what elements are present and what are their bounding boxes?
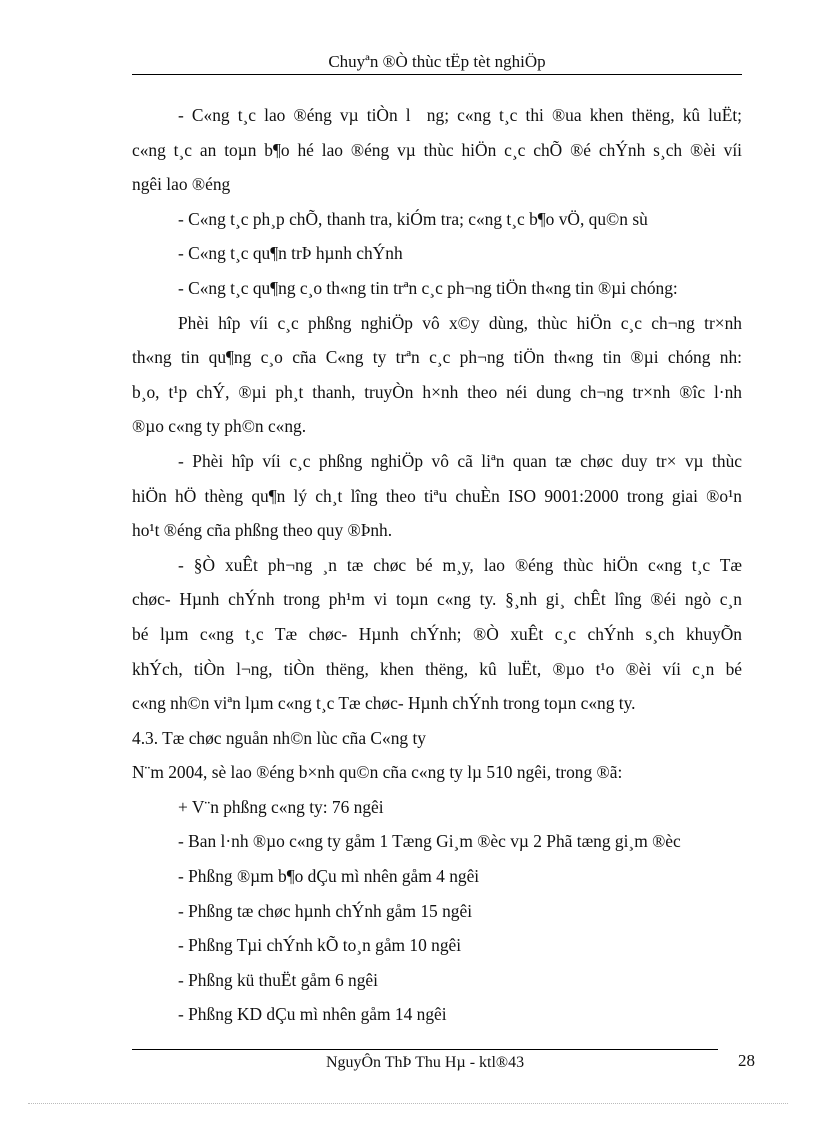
- footer-divider: [132, 1049, 718, 1050]
- body-text: [132, 98, 742, 1032]
- paragraph-line: - C«ng t¸c lao ®éng vµ tiÒn l ng; c«ng t¸c thi ®ua khen thëng, kû luËt;: [178, 105, 742, 125]
- footer-author: NguyÔn ThÞ Thu Hµ - ktl®43: [325, 1054, 525, 1071]
- paragraph-line: ho¹t ®éng cña phßng theo quy ®Þnh.: [132, 520, 393, 541]
- page-edge-divider: [28, 1103, 788, 1104]
- paragraph-line: khÝch, tiÒn l¬ng, tiÒn thëng, khen thëng, kû luËt, ®µo t¹o ®èi víi c¸n bé: [132, 658, 742, 679]
- list-item: - Phßng KD dÇu mì nhên gåm 14 ngêi: [178, 1004, 447, 1025]
- paragraph-line: ngêi lao ®éng: [132, 174, 231, 195]
- paragraph-line: - §Ò xuÊt ph¬ng ¸n tæ chøc bé m¸y, lao ®éng thùc hiÖn c«ng t¸c Tæ: [178, 554, 742, 575]
- paragraph-line: bé lµm c«ng t¸c Tæ chøc- Hµnh chÝnh; ®Ò xuÊt c¸c chÝnh s¸ch khuyÕn: [132, 623, 742, 644]
- paragraph-line: chøc- Hµnh chÝnh trong ph¹m vi toµn c«ng ty. §¸nh gi¸ chÊt lîng ®éi ngò c¸n: [132, 589, 742, 610]
- list-item: - Phßng Tµi chÝnh kÕ to¸n gåm 10 ngêi: [178, 935, 462, 956]
- paragraph-line: c«ng nh©n viªn lµm c«ng t¸c Tæ chøc- Hµnh chÝnh trong toµn c«ng ty.: [132, 693, 636, 714]
- paragraph-line: N¨m 2004, sè lao ®éng b×nh qu©n cña c«ng ty lµ 510 ngêi, trong ®ã:: [132, 762, 623, 783]
- paragraph-line: - C«ng t¸c ph¸p chÕ, thanh tra, kiÓm tra; c«ng t¸c b¶o vÖ, qu©n sù: [178, 208, 648, 229]
- header-divider: [132, 74, 742, 75]
- running-header: Chuyªn ®Ò thùc tËp tèt nghiÖp: [328, 52, 546, 71]
- list-item: - Ban l·nh ®µo c«ng ty gåm 1 Tæng Gi¸m ®èc vµ 2 Phã tæng gi¸m ®èc: [178, 831, 681, 852]
- paragraph-line: b¸o, t¹p chÝ, ®µi ph¸t thanh, truyÒn h×nh theo néi dung ch¬ng tr×nh ®îc l·nh: [132, 381, 742, 402]
- list-item: - Phßng kü thuËt gåm 6 ngêi: [178, 969, 378, 990]
- paragraph-line: - C«ng t¸c qu¶ng c¸o th«ng tin trªn c¸c ph¬ng tiÖn th«ng tin ®µi chóng:: [178, 277, 678, 298]
- paragraph-line: th«ng tin qu¶ng c¸o cña C«ng ty trªn c¸c ph¬ng tiÖn th«ng tin ®µi chóng nh:: [132, 347, 742, 368]
- paragraph-line: Phèi hîp víi c¸c phßng nghiÖp vô x©y dùng, thùc hiÖn c¸c ch¬ng tr×nh: [178, 312, 742, 333]
- paragraph-line: hiÖn hÖ thèng qu¶n lý ch¸t lîng theo tiªu chuÈn ISO 9001:2000 trong giai ®o¹n: [132, 485, 742, 506]
- list-item: - Phßng ®µm b¶o dÇu mì nhên gåm 4 ngêi: [178, 866, 480, 887]
- section-heading: 4.3. Tæ chøc nguån nh©n lùc cña C«ng ty: [132, 727, 426, 748]
- paragraph-line: ®µo c«ng ty ph©n c«ng.: [132, 416, 307, 437]
- page-number: 28: [738, 1051, 755, 1070]
- list-item: - Phßng tæ chøc hµnh chÝnh gåm 15 ngêi: [178, 900, 473, 921]
- paragraph-line: - C«ng t¸c qu¶n trÞ hµnh chÝnh: [178, 243, 403, 264]
- list-item: + V¨n phßng c«ng ty: 76 ngêi: [178, 796, 384, 817]
- paragraph-line: c«ng t¸c an toµn b¶o hé lao ®éng vµ thùc hiÖn c¸c chÕ ®é chÝnh s¸ch ®èi víi: [132, 139, 742, 160]
- paragraph-line: - Phèi hîp víi c¸c phßng nghiÖp vô cã liªn quan tæ chøc duy tr× vµ thùc: [178, 450, 742, 471]
